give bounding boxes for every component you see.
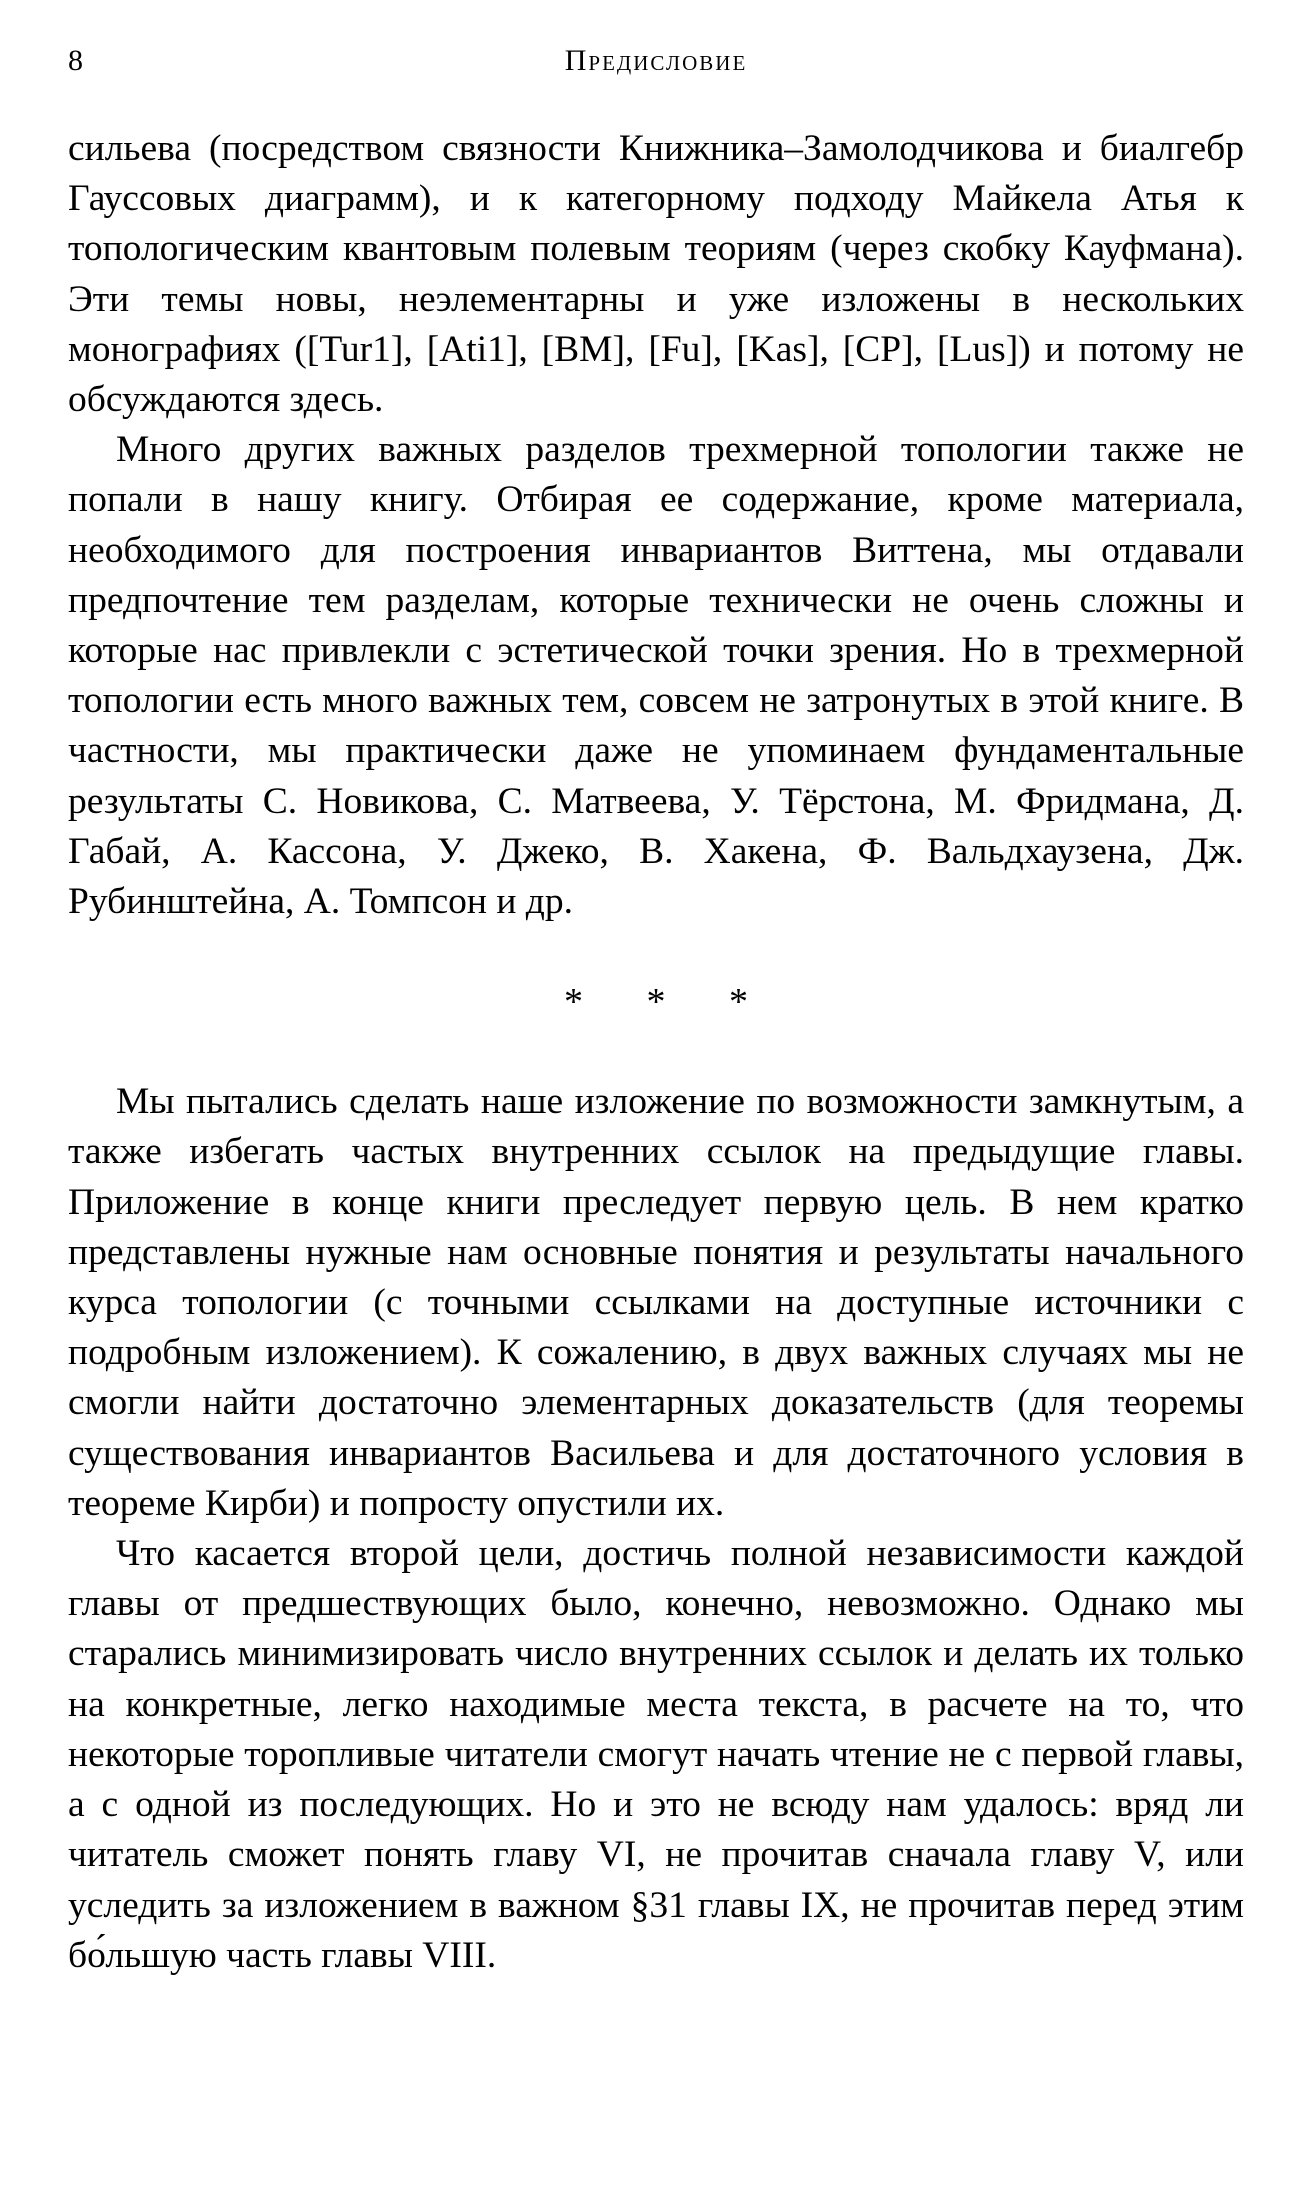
- separator-asterisk: *: [729, 981, 748, 1024]
- running-title: Предисловие: [564, 44, 748, 77]
- paragraph-topics-omitted: Много других важных разделов трехмерной топологии также не попали в нашу книгу. Отбирая ее содержание, кроме материала, необходимого для построения инвариантов Виттена, мы отдавали предпочтение тем разделам, которые технически не очень сложны и которые нас привлекли с эстетической точки зрения. Но в трехмерной топологии есть много важных тем, совсем не затронутых в этой книге. В частности, мы практически даже не упоминаем фундаментальные результаты С. Новикова, С. Матвеева, У. Тёрстона, М. Фридмана, Д. Габай, А. Кассона, У. Джеко, В. Хакена, Ф. Вальдхаузена, Дж. Рубинштейна, А. Томпсон и др.: [68, 429, 1244, 923]
- paragraph-self-contained: Мы пытались сделать наше изложение по возможности замкнутым, а также избегать частых внутренних ссылок на предыдущие главы. Приложение в конце книги преследует первую цель. В нем кратко представлены нужные нам основные понятия и результаты начального курса топологии (с точными ссылками на доступные источники с подробным изложением). К сожалению, в двух важных случаях мы не смогли найти достаточно элементарных доказательств (для теоремы существования инвариантов Васильева и для достаточного условия в теореме Кирби) и попросту опустили их.: [68, 1081, 1244, 1524]
- document-page: [68, 36, 1244, 1981]
- section-separator: [68, 927, 1244, 1077]
- running-head: [68, 36, 1244, 86]
- body-text: [68, 124, 1244, 1981]
- paragraph-continuation: сильева (посредством связности Книжника–Замолодчикова и биалгебр Гауссовых диаграмм), и к категорному подходу Майкела Атья к топологическим квантовым полевым теориям (через скобку Кауфмана). Эти темы новы, неэлементарны и уже изложены в нескольких монографиях ([Tur1], [Ati1], [BM], [Fu], [Kas], [CP], [Lus]) и потому не обсуждаются здесь.: [68, 128, 1244, 421]
- page-number: 8: [68, 44, 83, 77]
- paragraph-chapter-independence: Что касается второй цели, достичь полной независимости каждой главы от предшествующих было, конечно, невозможно. Однако мы старались минимизировать число внутренних ссылок и делать их только на конкретные, легко находимые места текста, в расчете на то, что некоторые торопливые читатели смогут начать чтение не с первой главы, а с одной из последующих. Но и это не всюду нам удалось: вряд ли читатель сможет понять главу VI, не прочитав сначала главу V, или уследить за изложением в важном §31 главы IX, не прочитав перед этим бо́льшую часть главы VIII.: [68, 1533, 1244, 1976]
- separator-asterisk: *: [564, 981, 583, 1024]
- separator-asterisk: *: [646, 981, 666, 1024]
